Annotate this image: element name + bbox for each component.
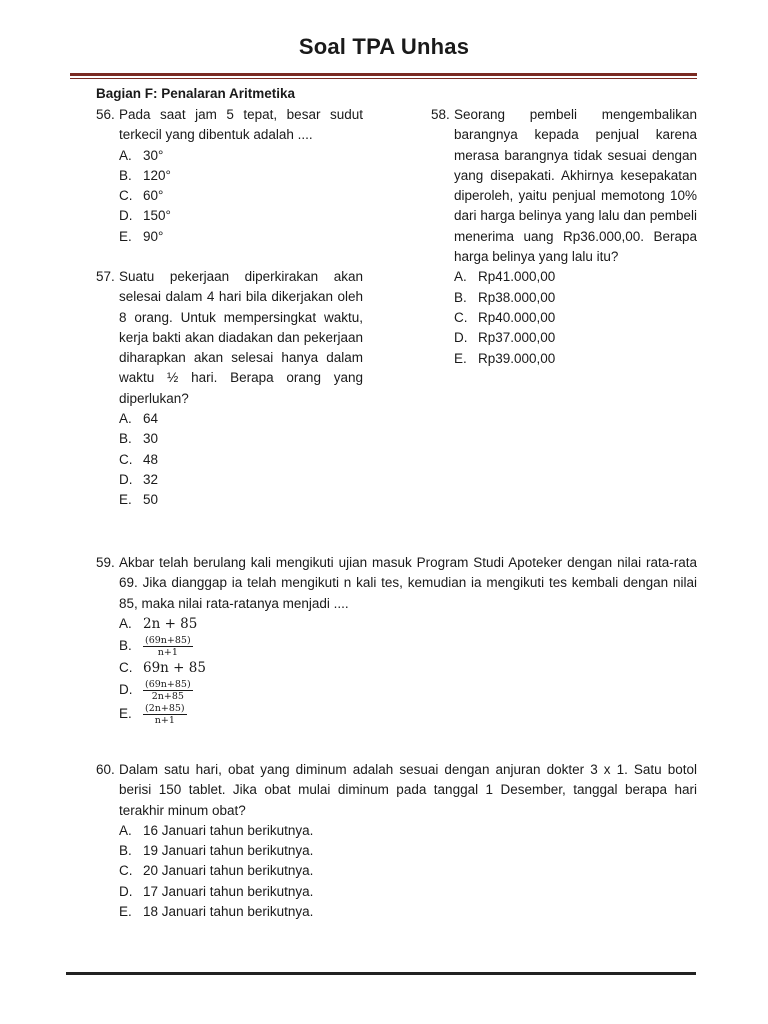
- fraction: $\frac{(2n+85)}{n+1}$: [145, 702, 185, 726]
- option-a: A. 30°: [119, 147, 164, 163]
- option-c: C. 60°: [119, 188, 164, 204]
- question-59: [96, 553, 697, 726]
- option-b: B. 19 Januari tahun berikutnya.: [119, 843, 314, 859]
- option-e: E. Rp39.000,00: [454, 350, 556, 366]
- option-d: D. 17 Januari tahun berikutnya.: [119, 883, 314, 899]
- option-d: D. 32: [119, 471, 159, 487]
- option-b: B. 30: [119, 431, 159, 447]
- fraction: $\frac{(69n+85)}{n+1}$: [145, 634, 191, 658]
- option-e: E. 18 Januari tahun berikutnya.: [119, 904, 314, 920]
- fraction: $\frac{(69n+85)}{2n+85}$: [145, 678, 191, 702]
- option-d: D. Rp37.000,00: [454, 330, 556, 346]
- footer-rule: [66, 972, 696, 975]
- option-b: B. $\frac{(69n+85)}{n+1}$: [119, 634, 191, 658]
- option-a: A. Rp41.000,00: [454, 269, 556, 285]
- question-number: 57.: [96, 269, 115, 284]
- option-c: C. 20 Januari tahun berikutnya.: [119, 863, 314, 879]
- option-a: A. 2n + 85: [119, 615, 198, 632]
- option-e: E. 90°: [119, 228, 164, 244]
- question-60: [96, 760, 697, 922]
- options-list: [119, 821, 697, 922]
- question-number: 58.: [431, 107, 450, 122]
- question-number: 59.: [96, 555, 115, 570]
- option-e: E. 50: [119, 492, 159, 508]
- option-c: C. 69n + 85: [119, 660, 206, 677]
- option-a: A. 64: [119, 411, 159, 427]
- option-b: B. 120°: [119, 167, 171, 183]
- option-d: D. $\frac{(69n+85)}{2n+85}$: [119, 678, 191, 702]
- question-number: 60.: [96, 762, 115, 777]
- section-heading: Bagian F: Penalaran Aritmetika: [96, 86, 296, 101]
- option-a: A. 16 Januari tahun berikutnya.: [119, 822, 314, 838]
- options-list: [119, 614, 697, 727]
- question-number: 56.: [96, 107, 115, 122]
- options-list: [454, 267, 697, 368]
- question-text: Akbar telah berulang kali mengikuti ujian masuk Program Studi Apoteker dengan nilai rata-rata 69. Jika dianggap ia telah mengikuti n kali tes, kemudian ia mengikuti tes kembali dengan nilai 85, maka nilai rata-ratanya menjadi ....: [119, 555, 697, 611]
- page-title: Soal TPA Unhas: [298, 34, 470, 59]
- question-58: [431, 105, 697, 369]
- option-d: D. 150°: [119, 208, 171, 224]
- option-c: C. Rp40.000,00: [454, 309, 556, 325]
- question-text: Dalam satu hari, obat yang diminum adalah sesuai dengan anjuran dokter 3 x 1. Satu botol berisi 150 tablet. Jika obat mulai diminum pada tanggal 1 Desember, tanggal berapa hari terakhir minum obat?: [119, 762, 697, 818]
- question-56: [96, 105, 363, 247]
- options-list: [119, 409, 363, 510]
- question-text: Suatu pekerjaan diperkirakan akan selesai dalam 4 hari bila dikerjakan oleh 8 orang. Untuk mempersingkat waktu, kerja bakti akan diadakan dan pekerjaan diharapkan akan selesai hanya dalam waktu ½ hari. Berapa orang yang diperlukan?: [119, 269, 363, 406]
- option-e: E. $\frac{(2n+85)}{n+1}$: [119, 702, 185, 726]
- option-b: B. Rp38.000,00: [454, 289, 556, 305]
- question-text: Pada saat jam 5 tepat, besar sudut terkecil yang dibentuk adalah ....: [119, 107, 363, 143]
- question-text: Seorang pembeli mengembalikan barangnya kepada penjual karena merasa barangnya tidak sesuai dengan yang disepakati. Akhirnya kesepakatan diperoleh, yaitu penjual memotong 10% dari harga belinya yang lalu dan pembeli menerima uang Rp36.000,00. Berapa harga belinya yang lalu itu?: [454, 107, 697, 265]
- question-57: [96, 267, 363, 511]
- option-c: C. 48: [119, 451, 159, 467]
- options-list: [119, 146, 363, 247]
